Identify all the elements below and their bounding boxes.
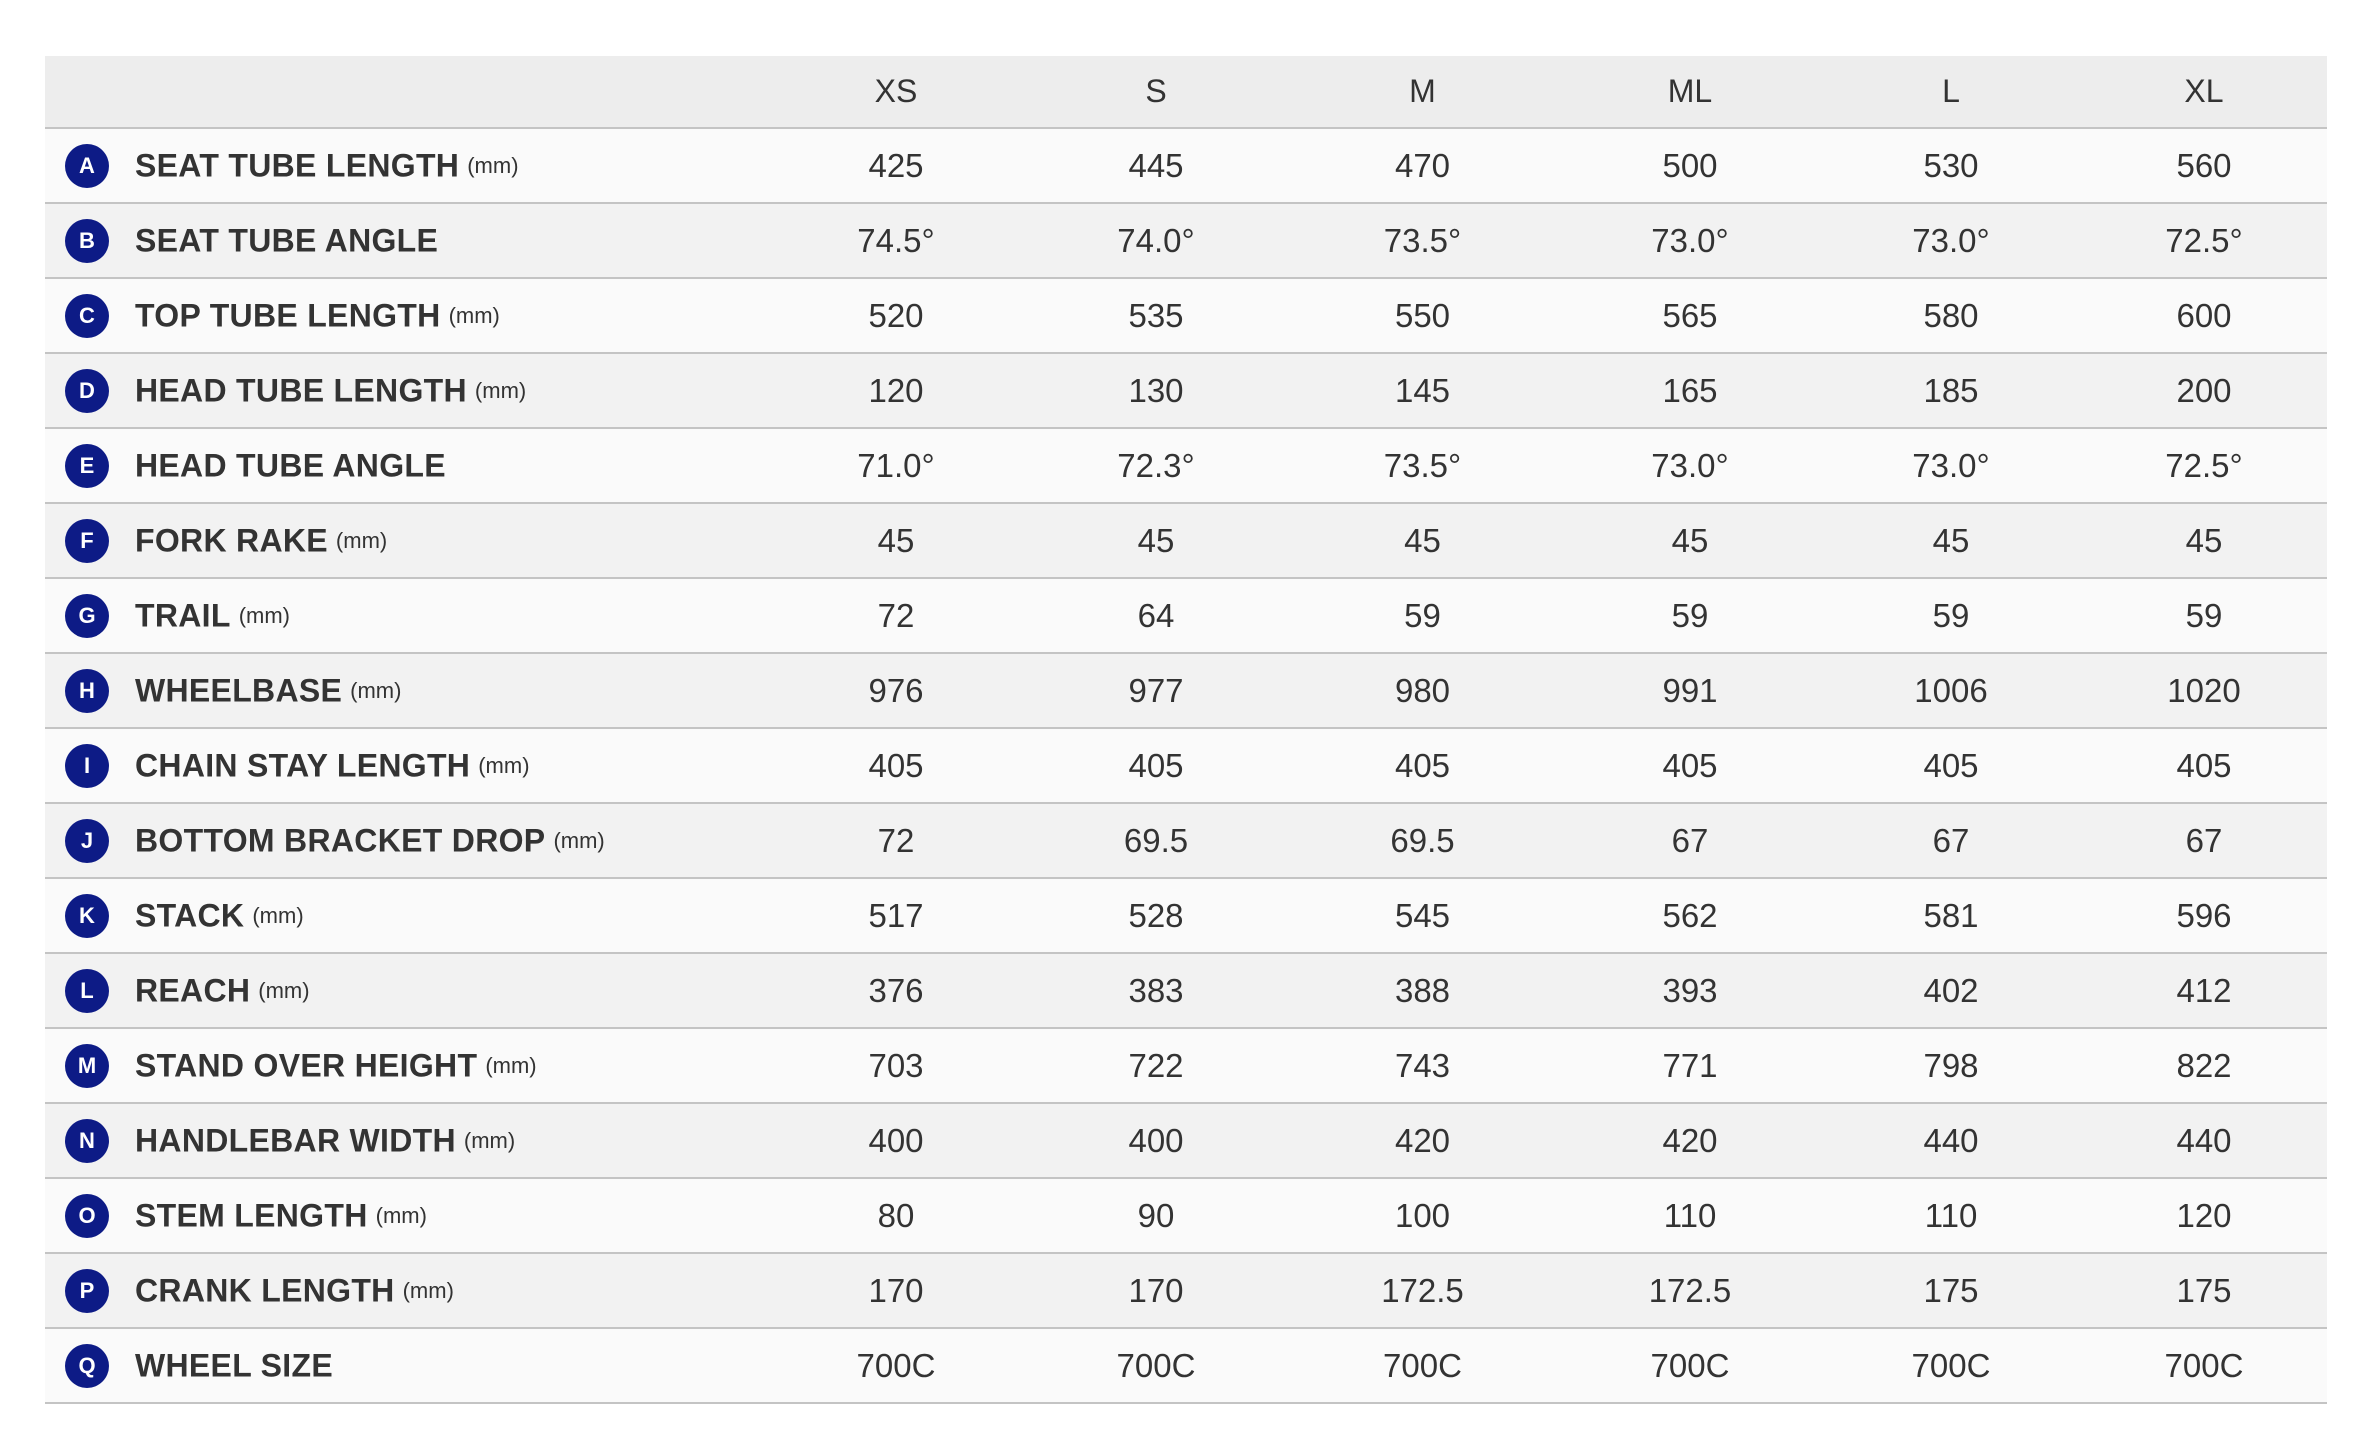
- value-cell-s: 45: [1026, 503, 1286, 578]
- value-cell-m: 700C: [1286, 1328, 1559, 1403]
- value-cell-ml: 73.0°: [1559, 428, 1821, 503]
- table-row: [45, 578, 2327, 653]
- measurement-letter-badge: F: [65, 519, 109, 563]
- value-cell-s: 74.0°: [1026, 203, 1286, 278]
- value-cell-xs: 376: [766, 953, 1026, 1028]
- measurement-unit: (mm): [474, 377, 527, 403]
- value-cell-l: 59: [1821, 578, 2081, 653]
- measurement-unit: (mm): [485, 1052, 537, 1078]
- value-cell-ml: 562: [1559, 878, 1821, 953]
- value-cell-s: 69.5: [1026, 803, 1286, 878]
- measurement-unit: (mm): [258, 977, 310, 1003]
- value-cell-l: 581: [1821, 878, 2081, 953]
- value-cell-l: 67: [1821, 803, 2081, 878]
- value-cell-xs: 400: [766, 1103, 1026, 1178]
- measurement-letter-badge: M: [65, 1044, 109, 1088]
- measurement-letter-badge: E: [65, 444, 109, 488]
- measurement-label-cell: [45, 1253, 766, 1328]
- table-row: [45, 428, 2327, 503]
- value-cell-xs: 72: [766, 578, 1026, 653]
- table-header: [45, 56, 2327, 128]
- measurement-letter-badge: D: [65, 369, 109, 413]
- measurement-name: STACK: [135, 897, 245, 933]
- value-cell-l: 580: [1821, 278, 2081, 353]
- value-cell-xl: 560: [2081, 128, 2327, 203]
- measurement-label-cell: [45, 653, 766, 728]
- table-row: [45, 353, 2327, 428]
- size-header-l: L: [1821, 56, 2081, 128]
- value-cell-ml: 165: [1559, 353, 1821, 428]
- table-row: [45, 1253, 2327, 1328]
- value-cell-xs: 405: [766, 728, 1026, 803]
- value-cell-l: 73.0°: [1821, 428, 2081, 503]
- table-row: [45, 728, 2327, 803]
- value-cell-s: 722: [1026, 1028, 1286, 1103]
- value-cell-l: 700C: [1821, 1328, 2081, 1403]
- measurement-name: HEAD TUBE LENGTH: [135, 372, 467, 408]
- value-cell-m: 420: [1286, 1103, 1559, 1178]
- value-cell-xs: 45: [766, 503, 1026, 578]
- value-cell-ml: 67: [1559, 803, 1821, 878]
- value-cell-ml: 73.0°: [1559, 203, 1821, 278]
- measurement-unit: (mm): [375, 1202, 427, 1228]
- measurement-letter-badge: N: [65, 1119, 109, 1163]
- value-cell-xl: 45: [2081, 503, 2327, 578]
- size-header-s: S: [1026, 56, 1286, 128]
- measurement-name: SEAT TUBE LENGTH: [135, 147, 460, 183]
- value-cell-m: 45: [1286, 503, 1559, 578]
- measurement-letter-badge: O: [65, 1194, 109, 1238]
- size-header-ml: ML: [1559, 56, 1821, 128]
- value-cell-m: 59: [1286, 578, 1559, 653]
- table-row: [45, 1178, 2327, 1253]
- measurement-name: STAND OVER HEIGHT: [135, 1047, 478, 1083]
- value-cell-xl: 700C: [2081, 1328, 2327, 1403]
- measurement-label-cell: [45, 1328, 766, 1403]
- table-row: [45, 128, 2327, 203]
- value-cell-l: 402: [1821, 953, 2081, 1028]
- measurement-name: TRAIL: [135, 597, 231, 633]
- value-cell-m: 172.5: [1286, 1253, 1559, 1328]
- value-cell-xs: 976: [766, 653, 1026, 728]
- value-cell-s: 130: [1026, 353, 1286, 428]
- value-cell-xl: 72.5°: [2081, 428, 2327, 503]
- value-cell-l: 175: [1821, 1253, 2081, 1328]
- measurement-label-cell: [45, 1103, 766, 1178]
- measurement-unit: (mm): [553, 827, 605, 853]
- table-row: [45, 503, 2327, 578]
- value-cell-xl: 175: [2081, 1253, 2327, 1328]
- size-header-xl: XL: [2081, 56, 2327, 128]
- measurement-label-cell: [45, 578, 766, 653]
- measurement-name: CRANK LENGTH: [135, 1272, 395, 1308]
- value-cell-m: 388: [1286, 953, 1559, 1028]
- measurement-name: STEM LENGTH: [135, 1197, 368, 1233]
- value-cell-l: 1006: [1821, 653, 2081, 728]
- value-cell-xs: 170: [766, 1253, 1026, 1328]
- table-row: [45, 803, 2327, 878]
- measurement-label-cell: [45, 428, 766, 503]
- value-cell-l: 185: [1821, 353, 2081, 428]
- measurement-unit: (mm): [350, 677, 402, 703]
- measurement-unit: (mm): [238, 602, 291, 628]
- value-cell-xl: 67: [2081, 803, 2327, 878]
- measurement-name: CHAIN STAY LENGTH: [135, 747, 471, 783]
- value-cell-m: 100: [1286, 1178, 1559, 1253]
- value-cell-s: 445: [1026, 128, 1286, 203]
- table-body: [45, 128, 2327, 1403]
- value-cell-l: 798: [1821, 1028, 2081, 1103]
- measurement-label-cell: [45, 728, 766, 803]
- measurement-name: TOP TUBE LENGTH: [135, 297, 441, 333]
- value-cell-ml: 110: [1559, 1178, 1821, 1253]
- value-cell-m: 550: [1286, 278, 1559, 353]
- table-row: [45, 653, 2327, 728]
- measurement-letter-badge: B: [65, 219, 109, 263]
- value-cell-ml: 393: [1559, 953, 1821, 1028]
- value-cell-s: 535: [1026, 278, 1286, 353]
- value-cell-s: 383: [1026, 953, 1286, 1028]
- size-header-row: [45, 56, 2327, 128]
- value-cell-m: 743: [1286, 1028, 1559, 1103]
- value-cell-xs: 72: [766, 803, 1026, 878]
- measurement-label-cell: [45, 503, 766, 578]
- table-row: [45, 1103, 2327, 1178]
- geometry-table: [45, 56, 2327, 1404]
- table-row: [45, 1028, 2327, 1103]
- header-label-spacer: [45, 56, 766, 128]
- value-cell-xl: 120: [2081, 1178, 2327, 1253]
- measurement-letter-badge: K: [65, 894, 109, 938]
- value-cell-xs: 700C: [766, 1328, 1026, 1403]
- value-cell-s: 400: [1026, 1103, 1286, 1178]
- value-cell-xs: 517: [766, 878, 1026, 953]
- measurement-letter-badge: P: [65, 1269, 109, 1313]
- value-cell-s: 977: [1026, 653, 1286, 728]
- measurement-label-cell: [45, 278, 766, 353]
- value-cell-l: 405: [1821, 728, 2081, 803]
- value-cell-s: 72.3°: [1026, 428, 1286, 503]
- measurement-unit: (mm): [448, 302, 500, 328]
- size-header-xs: XS: [766, 56, 1026, 128]
- value-cell-ml: 771: [1559, 1028, 1821, 1103]
- value-cell-m: 405: [1286, 728, 1559, 803]
- table-row: [45, 278, 2327, 353]
- value-cell-m: 73.5°: [1286, 428, 1559, 503]
- value-cell-xl: 822: [2081, 1028, 2327, 1103]
- measurement-label-cell: [45, 803, 766, 878]
- measurement-unit: (mm): [402, 1277, 454, 1303]
- measurement-letter-badge: L: [65, 969, 109, 1013]
- value-cell-s: 405: [1026, 728, 1286, 803]
- value-cell-m: 69.5: [1286, 803, 1559, 878]
- measurement-name: REACH: [135, 972, 251, 1008]
- measurement-unit: (mm): [335, 527, 388, 553]
- measurement-name: FORK RAKE: [135, 522, 328, 558]
- value-cell-s: 528: [1026, 878, 1286, 953]
- value-cell-xl: 72.5°: [2081, 203, 2327, 278]
- value-cell-ml: 45: [1559, 503, 1821, 578]
- measurement-label-cell: [45, 128, 766, 203]
- measurement-letter-badge: H: [65, 669, 109, 713]
- value-cell-l: 110: [1821, 1178, 2081, 1253]
- value-cell-xs: 74.5°: [766, 203, 1026, 278]
- value-cell-xs: 120: [766, 353, 1026, 428]
- measurement-unit: (mm): [467, 152, 519, 178]
- value-cell-xs: 520: [766, 278, 1026, 353]
- value-cell-xl: 1020: [2081, 653, 2327, 728]
- value-cell-m: 545: [1286, 878, 1559, 953]
- value-cell-m: 73.5°: [1286, 203, 1559, 278]
- measurement-name: WHEELBASE: [135, 672, 343, 708]
- measurement-letter-badge: C: [65, 294, 109, 338]
- table-row: [45, 1328, 2327, 1403]
- value-cell-xs: 703: [766, 1028, 1026, 1103]
- measurement-label-cell: [45, 203, 766, 278]
- value-cell-ml: 59: [1559, 578, 1821, 653]
- value-cell-xs: 425: [766, 128, 1026, 203]
- measurement-unit: (mm): [478, 752, 530, 778]
- value-cell-xl: 600: [2081, 278, 2327, 353]
- measurement-letter-badge: J: [65, 819, 109, 863]
- measurement-name: SEAT TUBE ANGLE: [135, 222, 439, 258]
- value-cell-ml: 420: [1559, 1103, 1821, 1178]
- measurement-letter-badge: A: [65, 144, 109, 188]
- value-cell-ml: 405: [1559, 728, 1821, 803]
- value-cell-l: 45: [1821, 503, 2081, 578]
- table-row: [45, 203, 2327, 278]
- measurement-name: HANDLEBAR WIDTH: [135, 1122, 456, 1158]
- value-cell-xl: 200: [2081, 353, 2327, 428]
- value-cell-ml: 700C: [1559, 1328, 1821, 1403]
- value-cell-s: 64: [1026, 578, 1286, 653]
- measurement-unit: (mm): [252, 902, 304, 928]
- value-cell-ml: 991: [1559, 653, 1821, 728]
- measurement-letter-badge: I: [65, 744, 109, 788]
- value-cell-l: 440: [1821, 1103, 2081, 1178]
- table-row: [45, 953, 2327, 1028]
- measurement-name: HEAD TUBE ANGLE: [135, 447, 446, 483]
- table-row: [45, 878, 2327, 953]
- measurement-letter-badge: Q: [65, 1344, 109, 1388]
- measurement-label-cell: [45, 353, 766, 428]
- value-cell-xl: 412: [2081, 953, 2327, 1028]
- measurement-name: WHEEL SIZE: [135, 1347, 333, 1383]
- value-cell-s: 90: [1026, 1178, 1286, 1253]
- value-cell-s: 170: [1026, 1253, 1286, 1328]
- value-cell-xl: 59: [2081, 578, 2327, 653]
- value-cell-xs: 71.0°: [766, 428, 1026, 503]
- measurement-label-cell: [45, 953, 766, 1028]
- value-cell-xl: 405: [2081, 728, 2327, 803]
- value-cell-m: 145: [1286, 353, 1559, 428]
- measurement-label-cell: [45, 1028, 766, 1103]
- value-cell-ml: 565: [1559, 278, 1821, 353]
- value-cell-m: 980: [1286, 653, 1559, 728]
- measurement-name: BOTTOM BRACKET DROP: [135, 822, 546, 858]
- value-cell-xs: 80: [766, 1178, 1026, 1253]
- value-cell-l: 530: [1821, 128, 2081, 203]
- measurement-label-cell: [45, 1178, 766, 1253]
- size-header-m: M: [1286, 56, 1559, 128]
- value-cell-xl: 440: [2081, 1103, 2327, 1178]
- measurement-letter-badge: G: [65, 594, 109, 638]
- value-cell-ml: 172.5: [1559, 1253, 1821, 1328]
- value-cell-s: 700C: [1026, 1328, 1286, 1403]
- measurement-label-cell: [45, 878, 766, 953]
- value-cell-l: 73.0°: [1821, 203, 2081, 278]
- measurement-unit: (mm): [463, 1127, 516, 1153]
- value-cell-m: 470: [1286, 128, 1559, 203]
- value-cell-ml: 500: [1559, 128, 1821, 203]
- value-cell-xl: 596: [2081, 878, 2327, 953]
